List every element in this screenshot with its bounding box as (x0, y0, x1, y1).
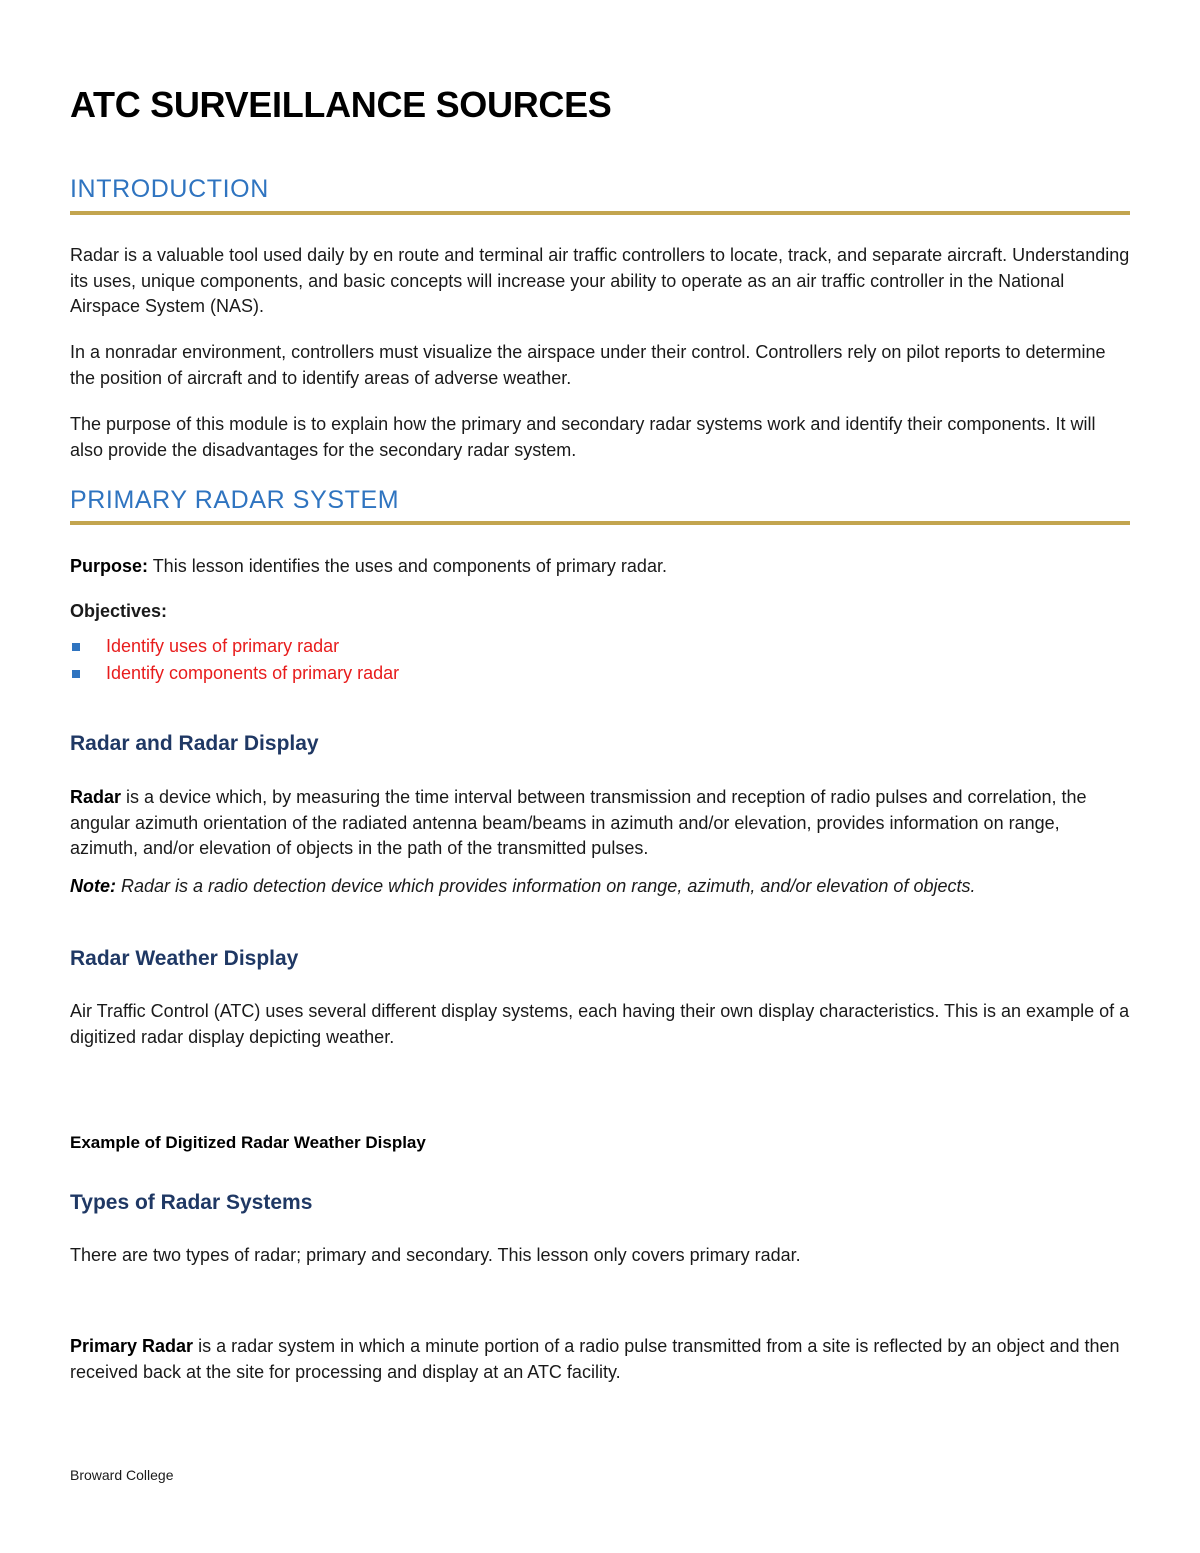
section-rule (70, 521, 1130, 525)
purpose-text: This lesson identifies the uses and components of primary radar. (148, 556, 667, 576)
radar-definition (70, 785, 1130, 862)
figure-caption: Example of Digitized Radar Weather Display (70, 1133, 426, 1152)
objective-text: Identify components of primary radar (106, 663, 400, 683)
square-bullet-icon (72, 643, 80, 651)
note-text: Radar is a radio detection device which provides information on range, azimuth, and/or elevation of objects. (116, 876, 976, 896)
purpose-line (70, 554, 1130, 580)
intro-paragraph-2: In a nonradar environment, controllers must visualize the airspace under their control. Controllers rely on pilot reports to determine the position of aircraft and to identify areas of adverse weather. (70, 342, 1106, 388)
primary-radar-definition (70, 1334, 1130, 1385)
radar-note (70, 874, 1130, 900)
purpose-label: Purpose: (70, 556, 149, 576)
square-bullet-icon (72, 670, 80, 678)
list-item (70, 633, 399, 660)
intro-paragraph-1: Radar is a valuable tool used daily by en route and terminal air traffic controllers to locate, track, and separate aircraft. Understanding its uses, unique components, and basic concepts will increase your ability to operate as an air traffic controller in the National Airspace System (NAS). (70, 245, 1130, 316)
radar-definition-text: is a device which, by measuring the time interval between transmission and reception of radio pulses and correlation, the angular azimuth orientation of the radiated antenna beam/beams in azimuth and/or elevation, provides information on range, azimuth, and/or elevation of objects in the path of the transmitted pulses. (70, 787, 1087, 858)
objectives-list (70, 633, 399, 687)
weather-display-text: Air Traffic Control (ATC) uses several different display systems, each having their own display characteristics. This is an example of a digitized radar display depicting weather. (70, 1001, 1130, 1047)
radar-term: Radar (70, 787, 122, 807)
document-title: ATC SURVEILLANCE SOURCES (70, 84, 612, 125)
subheading-weather-display: Radar Weather Display (70, 947, 299, 970)
radar-types-text: There are two types of radar; primary and secondary. This lesson only covers primary radar. (70, 1245, 801, 1265)
note-label: Note: (70, 876, 116, 896)
subheading-radar-display: Radar and Radar Display (70, 732, 319, 755)
section-heading-primary-radar: PRIMARY RADAR SYSTEM (70, 486, 400, 514)
document-page (70, 0, 1130, 1553)
objective-text: Identify uses of primary radar (106, 636, 340, 656)
objectives-label: Objectives: (70, 601, 168, 621)
section-rule (70, 211, 1130, 215)
list-item (70, 660, 399, 687)
section-heading-introduction: INTRODUCTION (70, 175, 269, 203)
page-footer: Broward College (70, 1467, 174, 1483)
intro-paragraph-3: The purpose of this module is to explain how the primary and secondary radar systems work and identify their components. It will also provide the disadvantages for the secondary radar system. (70, 414, 1096, 460)
primary-radar-term: Primary Radar (70, 1336, 194, 1356)
subheading-radar-types: Types of Radar Systems (70, 1191, 313, 1214)
primary-radar-definition-text: is a radar system in which a minute portion of a radio pulse transmitted from a site is reflected by an object and then received back at the site for processing and display at an ATC facility. (70, 1336, 1120, 1382)
